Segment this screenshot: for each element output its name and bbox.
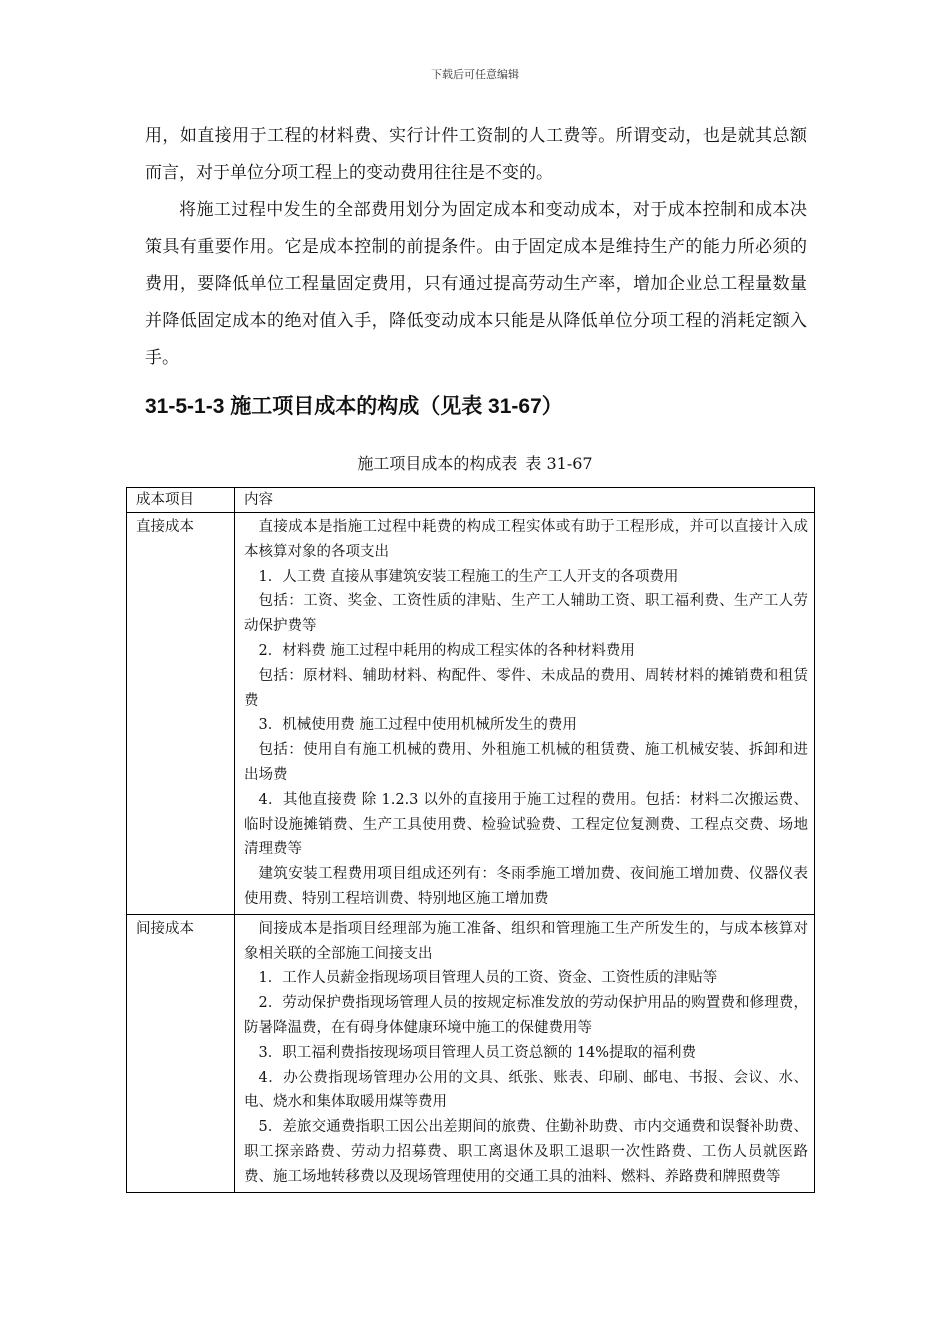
- content-line: 4．其他直接费 除 1.2.3 以外的直接用于施工过程的费用。包括：材料二次搬运费、临时设施摊销费、生产工具使用费、检验试验费、工程定位复测费、工程点交费、场地清理费等: [244, 791, 808, 858]
- row-content-direct-cost: [235, 513, 815, 915]
- content-line: 包括：工资、奖金、工资性质的津贴、生产工人辅助工资、职工福利费、生产工人劳动保护费等: [244, 593, 808, 635]
- body-paragraph-1: 用，如直接用于工程的材料费、实行计件工资制的人工费等。所谓变动，也是就其总额而言，对于单位分项工程上的变动费用往往是不变的。: [145, 126, 807, 183]
- table-caption-code: 表 31-67: [525, 454, 593, 473]
- content-line: 5．差旅交通费指职工因公出差期间的旅费、住勤补助费、市内交通费和误餐补助费、职工探亲路费、劳动力招募费、职工离退休及职工退职一次性路费、工伤人员就医路费、施工场地转移费以及现场管理使用的交通工具的油料、燃料、养路费和牌照费等: [244, 1119, 808, 1185]
- content-line: 3．机械使用费 施工过程中使用机械所发生的费用: [258, 717, 577, 734]
- cost-composition-table: [126, 487, 815, 1193]
- section-heading: 31-5-1-3 施工项目成本的构成（见表 31-67）: [145, 395, 563, 418]
- content-line: 包括：原材料、辅助材料、构配件、零件、未成品的费用、周转材料的摊销费和租赁费: [244, 667, 808, 709]
- row-item-direct-cost: 直接成本: [127, 513, 235, 915]
- content-line: 3．职工福利费指按现场项目管理人员工资总额的 14%提取的福利费: [258, 1044, 697, 1061]
- header-content: 内容: [235, 488, 815, 513]
- table-caption-title: 施工项目成本的构成表: [357, 454, 518, 473]
- body-paragraph-2: 将施工过程中发生的全部费用划分为固定成本和变动成本，对于成本控制和成本决策具有重要作用。它是成本控制的前提条件。由于固定成本是维持生产的能力所必须的费用，要降低单位工程量固定费用，只有通过提高劳动生产率，增加企业总工程量数量并降低固定成本的绝对值入手，降低变动成本只能是从降低单位分项工程的消耗定额入手。: [145, 200, 807, 368]
- content-line: 包括：使用自有施工机械的费用、外租施工机械的租赁费、施工机械安装、拆卸和进出场费: [244, 742, 808, 783]
- content-line: 间接成本是指项目经理部为施工准备、组织和管理施工生产所发生的，与成本核算对象相关联的全部施工间接支出: [244, 920, 808, 962]
- row-item-indirect-cost: 间接成本: [127, 914, 235, 1192]
- content-line: 1．工作人员薪金指现场项目管理人员的工资、资金、工资性质的津贴等: [258, 970, 718, 987]
- page-header: 下载后可任意编辑: [431, 68, 519, 81]
- table-header-row: [127, 488, 815, 513]
- table-row: [127, 914, 815, 1192]
- content-line: 1．人工费 直接从事建筑安装工程施工的生产工人开支的各项费用: [258, 568, 679, 585]
- row-content-indirect-cost: [235, 914, 815, 1192]
- table-row: [127, 513, 815, 915]
- content-line: 4．办公费指现场管理办公用的文具、纸张、账表、印刷、邮电、书报、会议、水、电、烧水和集体取暖用煤等费用: [244, 1069, 808, 1111]
- header-cost-item: 成本项目: [127, 488, 235, 513]
- content-line: 直接成本是指施工过程中耗费的构成工程实体或有助于工程形成，并可以直接计入成本核算对象的各项支出: [244, 519, 808, 560]
- content-line: 2．材料费 施工过程中耗用的构成工程实体的各种材料费用: [258, 642, 635, 659]
- content-line: 2．劳动保护费指现场管理人员的按规定标准发放的劳动保护用品的购置费和修理费，防暑降温费，在有碍身体健康环境中施工的保健费用等: [244, 995, 808, 1036]
- content-line: 建筑安装工程费用项目组成还列有：冬雨季施工增加费、夜间施工增加费、仪器仪表使用费、特别工程培训费、特别地区施工增加费: [244, 866, 808, 907]
- table-caption: [0, 451, 950, 474]
